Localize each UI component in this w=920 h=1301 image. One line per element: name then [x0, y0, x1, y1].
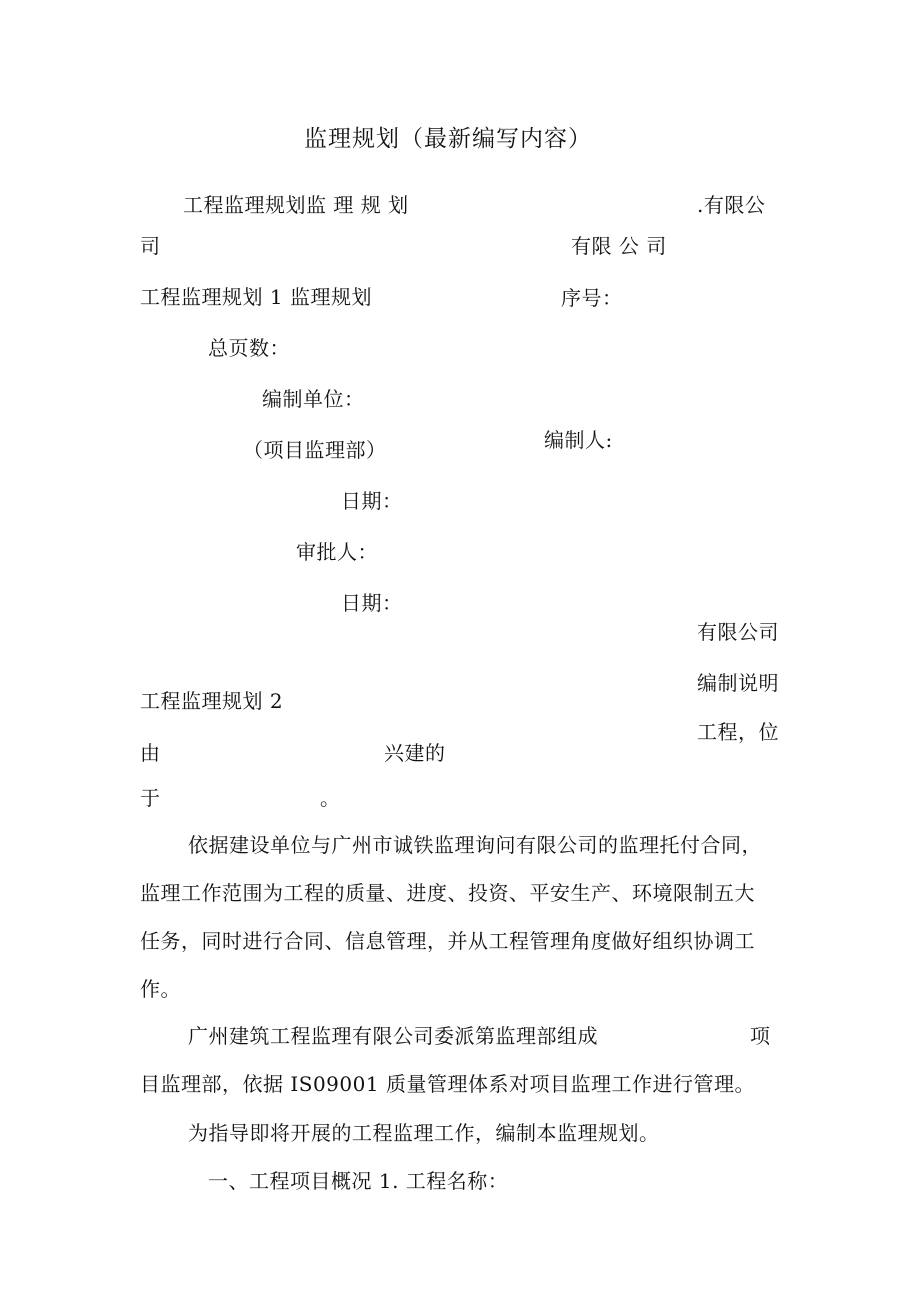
paragraph-2-line-1: 广州建筑工程监理有限公司委派第监理部组成	[188, 1024, 598, 1048]
paragraph-3: 为指导即将开展的工程监理工作，编制本监理规划。	[188, 1121, 660, 1145]
total-pages-label: 总页数：	[208, 336, 290, 360]
approver-label: 审批人：	[296, 540, 378, 564]
compiler-label: 编制人:	[544, 428, 613, 452]
paragraph-1-line-3: 任务，同时进行合同、信息管理，并从工程管理角度做好组织协调工	[140, 929, 755, 953]
intro-line2-left: 于	[140, 786, 161, 810]
date-label-2: 日期：	[341, 591, 403, 615]
cover-line2-left: 司	[140, 234, 161, 258]
paragraph-1-line-1: 依据建设单位与广州市诚铁监理询问有限公司的监理托付合同，	[188, 833, 762, 857]
cover-line3-left: 工程监理规划 1 监理规划	[140, 285, 372, 309]
cover-line1-left: 工程监理规划监 理 规 划	[183, 193, 409, 217]
intro-line1-left: 由	[140, 741, 161, 765]
compiling-unit-sub: （项目监理部）	[243, 438, 387, 462]
notes-heading: 编制说明	[697, 671, 779, 695]
company-name: 有限公司	[697, 620, 779, 644]
compiling-unit-label: 编制单位：	[262, 387, 365, 411]
project-location: 工程，位	[697, 720, 779, 744]
cover-line2-right: 有限 公 司	[571, 234, 667, 258]
paragraph-2-line-1-right: 项	[750, 1024, 771, 1048]
paragraph-1-line-2: 监理工作范围为工程的质量、进度、投资、平安生产、环境限制五大	[140, 881, 755, 905]
section1-heading: 一、工程项目概况 1. 工程名称：	[208, 1169, 509, 1193]
paragraph-1-line-4: 作。	[140, 977, 181, 1001]
intro-line2-end: 。	[320, 786, 341, 810]
intro-line1-mid: 兴建的	[384, 741, 446, 765]
document-title: 监理规划（最新编写内容）	[304, 126, 592, 152]
date-label-1: 日期：	[341, 489, 403, 513]
serial-number-label: 序号：	[561, 286, 623, 310]
section2-heading: 工程监理规划 2	[140, 689, 284, 713]
paragraph-2-line-2: 目监理部，依据 IS09001 质量管理体系对项目监理工作进行管理。	[140, 1072, 755, 1096]
cover-line1-right: .有限公	[697, 193, 766, 217]
